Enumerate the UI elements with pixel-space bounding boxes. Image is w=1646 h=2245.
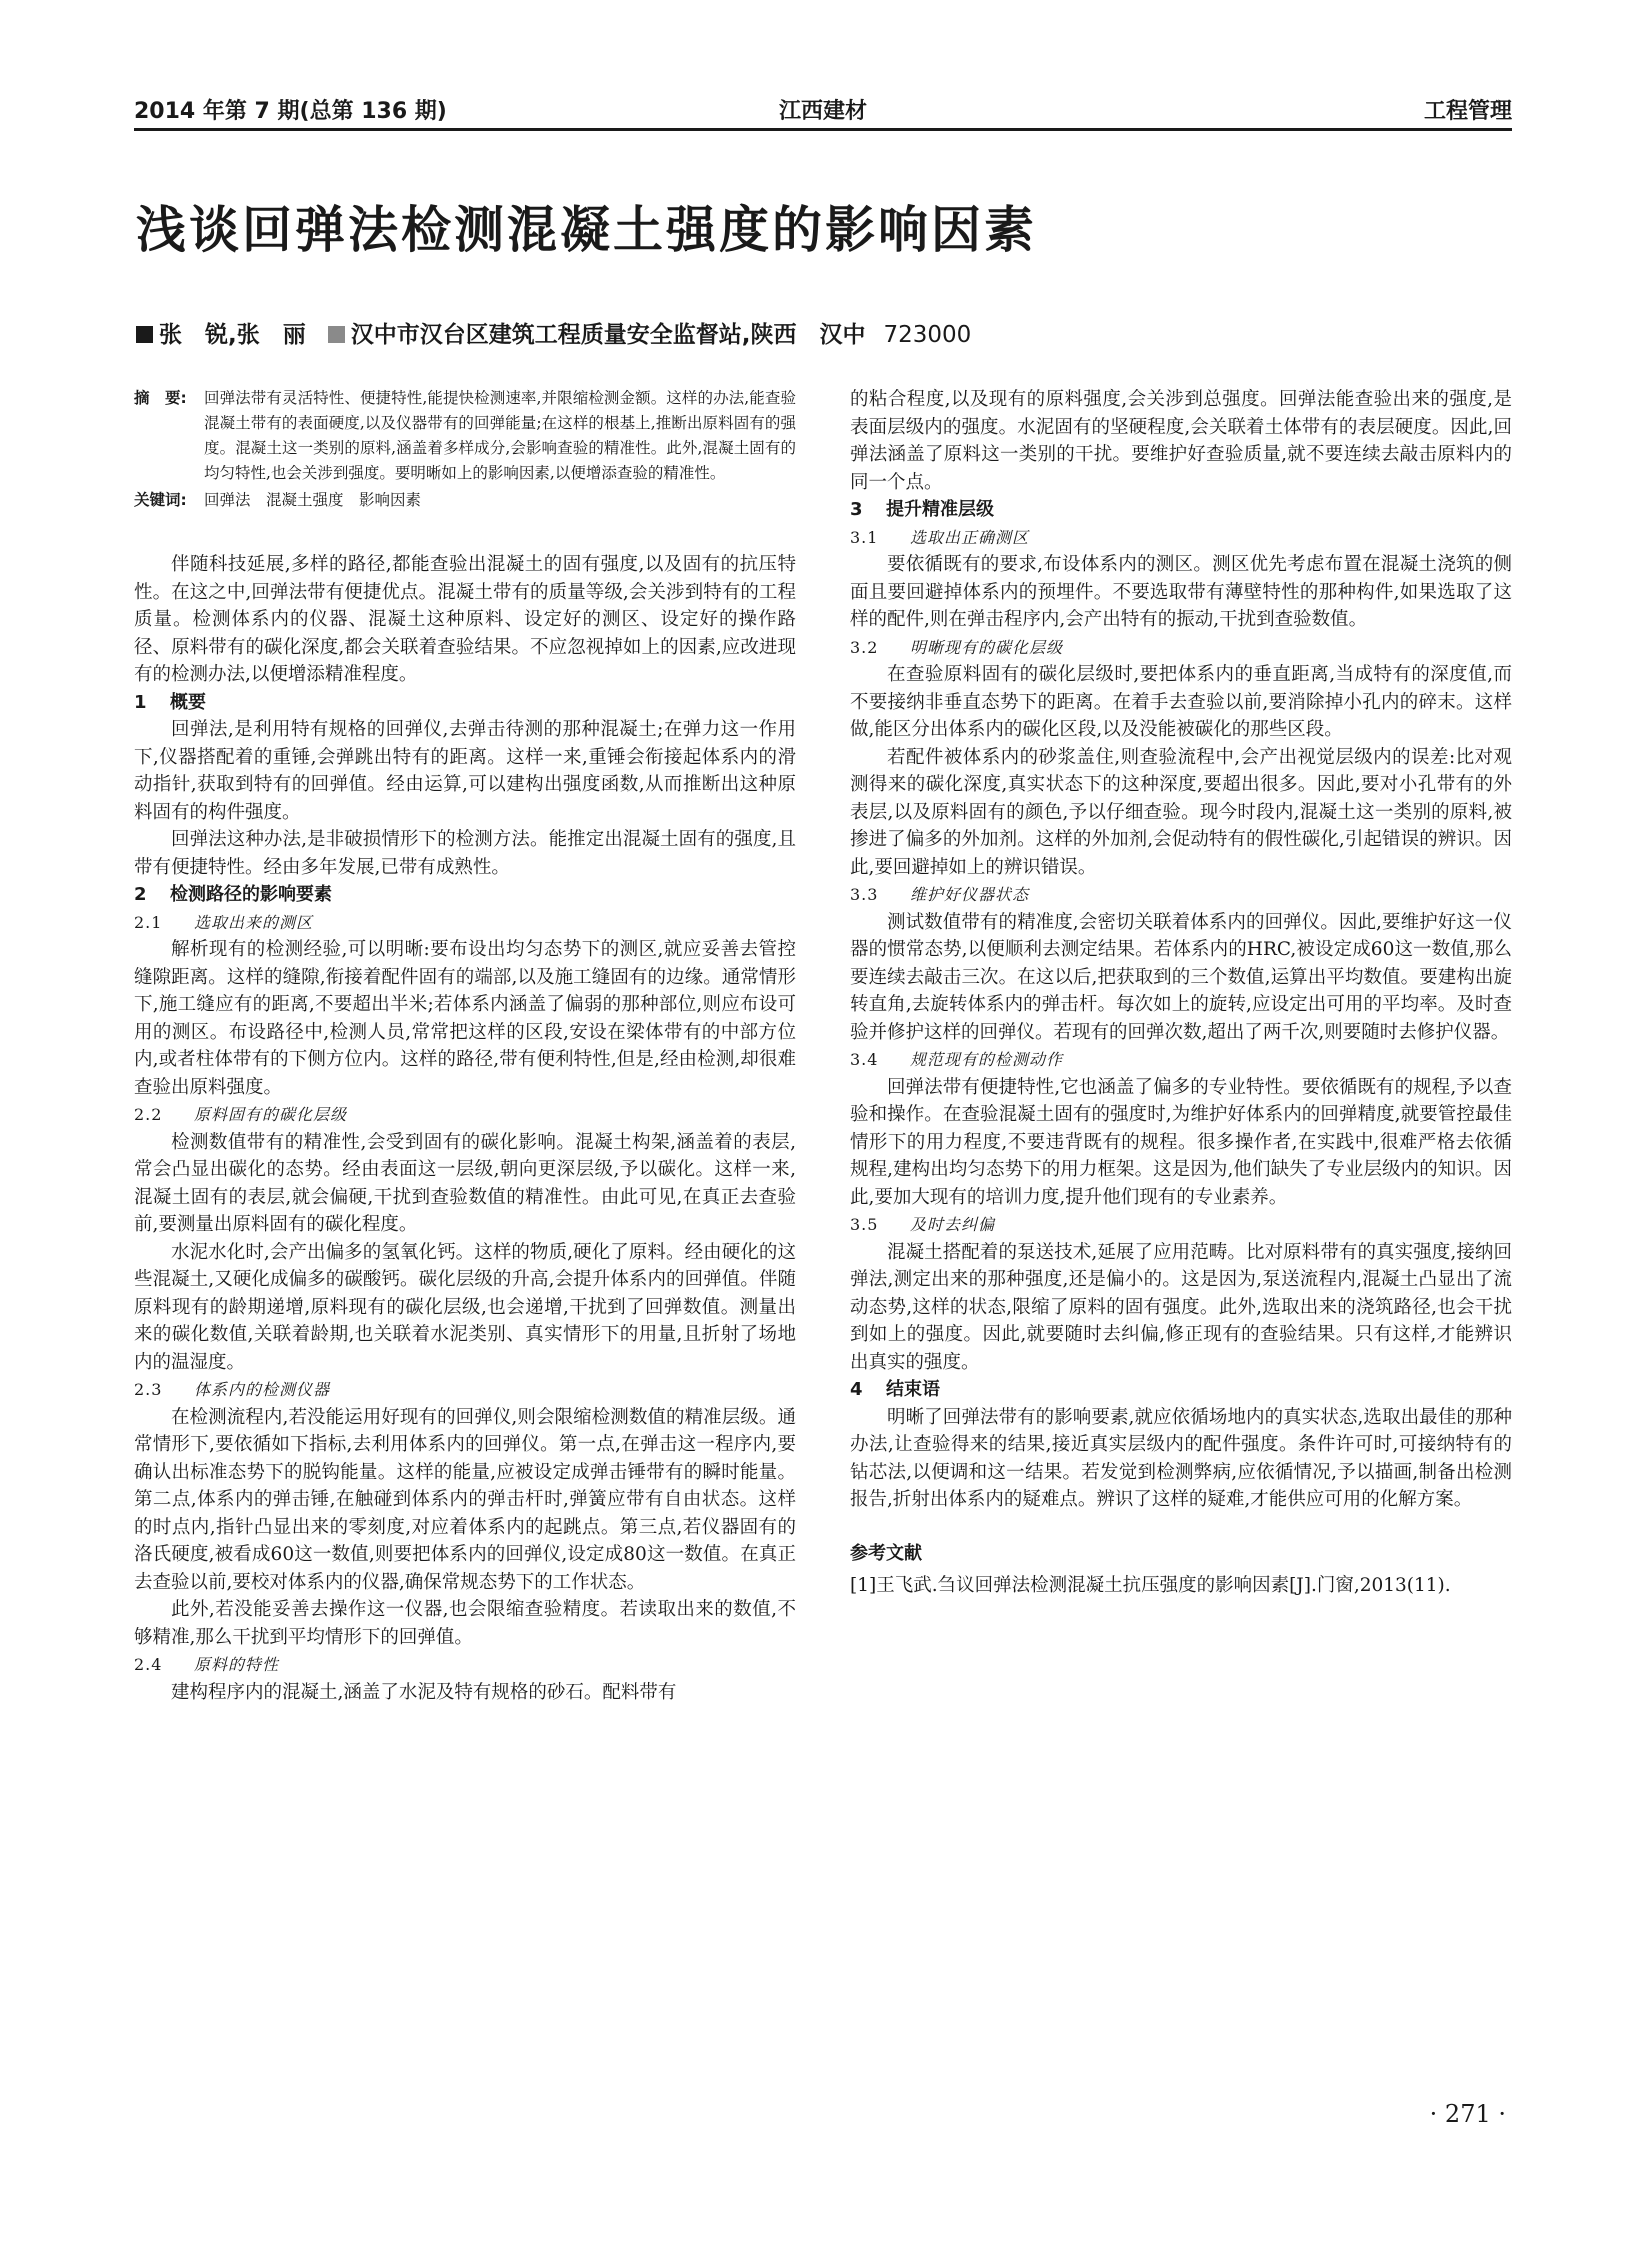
paragraph: 回弹法,是利用特有规格的回弹仪,去弹击待测的那种混凝土;在弹力这一作用下,仪器搭配着的重锤,会弹跳出特有的距离。这样一来,重锤会衔接起体系内的滑动指针,获取到特有的回弹值。经由运算,可以建构出强度函数,从而推断出这种原料固有的构件强度。 [134,719,796,823]
heading-number: 2 [134,884,147,905]
issue-info: 2014 年第 7 期(总第 136 期) [134,99,447,124]
heading-text: 检测路径的影响要素 [170,884,332,905]
paragraph: 水泥水化时,会产出偏多的氢氧化钙。这样的物质,硬化了原料。经由硬化的这些混凝土,又硬化成偏多的碳酸钙。碳化层级的升高,会提升体系内的回弹值。伴随原料现有的龄期递增,原料现有的碳化层级,也会递增,干扰到了回弹数值。测量出来的碳化数值,关联着龄期,也关联着水泥类别、真实情形下的用量,且折射了场地内的温湿度。 [134,1241,796,1373]
paragraph: 要依循既有的要求,布设体系内的测区。测区优先考虑布置在混凝土浇筑的侧面且要回避掉体系内的预埋件。不要选取带有薄壁特性的那种构件,如果选取了这样的配件,则在弹击程序内,会产出特有的振动,干扰到查验数值。 [850,554,1512,630]
heading-number: 4 [850,1379,863,1400]
running-header [134,92,1512,130]
paragraph: 检测数值带有的精准性,会受到固有的碳化影响。混凝土构架,涵盖着的表层,常会凸显出碳化的态势。经由表面这一层级,朝向更深层级,予以碳化。这样一来,混凝土固有的表层,就会偏硬,干扰到查验数值的精准性。由此可见,在真正去查验前,要测量出原料固有的碳化程度。 [134,1131,796,1235]
reference-item: [1]王飞武.刍议回弹法检测混凝土抗压强度的影响因素[J].门窗,2013(11). [850,1574,1451,1596]
paragraph: 在检测流程内,若没能运用好现有的回弹仪,则会限缩检测数值的精准层级。通常情形下,要依循如下指标,去利用体系内的回弹仪。第一点,在弹击这一程序内,要确认出标准态势下的脱钩能量。这样的能量,应被设定成弹击锤带有的瞬时能量。第二点,体系内的弹击锤,在触碰到体系内的弹击杆时,弹簧应带有自由状态。这样的时点内,指针凸显出来的零刻度,对应着体系内的起跳点。第三点,若仪器固有的洛氏硬度,被看成60这一数值,则要把体系内的回弹仪,设定成80这一数值。在真正去查验以前,要校对体系内的仪器,确保常规态势下的工作状态。 [134,1406,796,1593]
heading-number: 3.4 [850,1050,879,1069]
subsection-heading [850,524,1512,552]
keywords-text: 回弹法 混凝土强度 影响因素 [204,491,422,509]
section-heading [134,881,796,909]
heading-text: 体系内的检测仪器 [194,1380,331,1399]
paragraph: 在查验原料固有的碳化层级时,要把体系内的垂直距离,当成特有的深度值,而不要接纳非垂直态势下的距离。在着手去查验以前,要消除掉小孔内的碎末。这样做,能区分出体系内的碳化区段,以及没能被碳化的那些区段。 [850,664,1512,740]
heading-text: 及时去纠偏 [910,1215,996,1234]
right-body [850,386,1512,1514]
heading-number: 3.2 [850,637,879,657]
square-bullet-icon [328,326,345,343]
paragraph: 建构程序内的混凝土,涵盖了水泥及特有规格的砂石。配料带有 [171,1681,677,1703]
keywords-label: 关键词: [134,491,187,509]
heading-text: 选取出来的测区 [194,912,314,932]
references-list [850,1572,1512,1600]
paragraph: 回弹法这种办法,是非破损情形下的检测方法。能推定出混凝土固有的强度,且带有便捷特性。经由多年发展,已带有成熟性。 [134,829,796,878]
paragraph: 混凝土搭配着的泵送技术,延展了应用范畴。比对原料带有的真实强度,接纳回弹法,测定出来的那种强度,还是偏小的。这是因为,泵送流程内,混凝土凸显出了流动态势,这样的状态,限缩了原料的固有强度。此外,选取出来的浇筑路径,也会干扰到如上的强度。因此,就要随时去纠偏,修正现有的查验结果。只有这样,才能辨识出真实的强度。 [850,1241,1512,1373]
subsection-heading [850,881,1512,909]
paragraph: 测试数值带有的精准度,会密切关联着体系内的回弹仪。因此,要维护好这一仪器的惯常态势,以便顺利去测定结果。若体系内的HRC,被设定成60这一数值,那么要连续去敲击三次。在这以后,把获取到的三个数值,运算出平均数值。要建构出旋转直角,去旋转体系内的弹击杆。每次如上的旋转,应设定出可用的平均率。及时查验并修护这样的回弹仪。若现有的回弹次数,超出了两千次,则要随时去修护仪器。 [850,911,1512,1043]
journal-name: 江西建材 [778,99,867,124]
heading-text: 提升精准层级 [886,499,994,520]
heading-number: 2.4 [134,1655,163,1674]
subsection-heading [134,1101,796,1129]
heading-text: 选取出正确测区 [910,527,1030,547]
left-column [134,386,796,1706]
author-names: 张 锐,张 丽 [159,322,306,348]
square-bullet-icon [136,326,153,343]
heading-text: 明晰现有的碳化层级 [910,637,1064,657]
paragraph: 若配件被体系内的砂浆盖住,则查验流程中,会产出视觉层级内的误差:比对观测得来的碳化深度,真实状态下的这种深度,要超出很多。因此,要对小孔带有的外表层,以及原料固有的颜色,予以仔细查验。现今时段内,混凝土这一类别的原料,被掺进了偏多的外加剂。这样的外加剂,会促动特有的假性碳化,引起错误的辨识。因此,要回避掉如上的辨识错误。 [850,746,1512,878]
heading-number: 1 [134,691,147,713]
heading-number: 2.1 [134,912,163,932]
subsection-heading [134,1376,796,1404]
heading-text: 原料的特性 [194,1655,280,1674]
subsection-heading [134,1651,796,1679]
section-heading [850,496,1512,524]
heading-text: 原料固有的碳化层级 [194,1105,348,1124]
subsection-heading [850,634,1512,662]
abstract-text: 回弹法带有灵活特性、便捷特性,能提快检测速率,并限缩检测金额。这样的办法,能查验混凝土带有的表面硬度,以及仪器带有的回弹能量;在这样的根基上,推断出原料固有的强度。混凝土这一类别的原料,涵盖着多样成分,会影响查验的精准性。此外,混凝土固有的均匀特性,也会关涉到强度。要明晰如上的影响因素,以便增添查验的精准性。 [204,389,796,482]
paragraph: 伴随科技延展,多样的路径,都能查验出混凝土的固有强度,以及固有的抗压特性。在这之中,回弹法带有便捷优点。混凝土带有的质量等级,会关涉到特有的工程质量。检测体系内的仪器、混凝土这种原料、设定好的测区、设定好的操作路径、原料带有的碳化深度,都会关联着查验结果。不应忽视掉如上的因素,应改进现有的检测办法,以便增添精准程度。 [134,554,796,685]
heading-number: 3.3 [850,885,879,904]
heading-text: 规范现有的检测动作 [910,1050,1064,1069]
paper-title: 浅谈回弹法检测混凝土强度的影响因素 [136,201,1037,259]
heading-text: 概要 [170,691,206,713]
heading-text: 结束语 [886,1379,940,1400]
paragraph: 明晰了回弹法带有的影响要素,就应依循场地内的真实状态,选取出最佳的那种办法,让查验得来的结果,接近真实层级内的配件强度。条件许可时,可接纳特有的钻芯法,以便调和这一结果。若发觉到检测弊病,应依循情况,予以描画,制备出检测报告,折射出体系内的疑难点。辨识了这样的疑难,才能供应可用的化解方案。 [850,1406,1512,1510]
author-affiliation: 汉中市汉台区建筑工程质量安全监督站,陕西 汉中 [350,322,866,348]
abstract-label: 摘 要: [134,389,187,407]
abstract-block [134,386,796,513]
subsection-heading [850,1046,1512,1074]
heading-number: 3.1 [850,527,879,547]
paragraph: 回弹法带有便捷特性,它也涵盖了偏多的专业特性。要依循既有的规程,予以查验和操作。在查验混凝土固有的强度时,为维护好体系内的回弹精度,就要管控最佳情形下的用力程度,不要违背既有的规程。很多操作者,在实践中,很难严格去依循规程,建构出均匀态势下的用力框架。这是因为,他们缺失了专业层级内的知识。因此,要加大现有的培训力度,提升他们现有的专业素养。 [850,1076,1512,1208]
references-title: 参考文献 [850,1542,922,1564]
paragraph: 此外,若没能妥善去操作这一仪器,也会限缩查验精度。若读取出来的数值,不够精准,那么干扰到平均情形下的回弹值。 [134,1599,796,1648]
right-column [850,386,1512,1599]
postcode: 723000 [883,322,972,348]
page-number: · 271 · [1429,2100,1506,2128]
section-heading [850,1376,1512,1404]
header-rule [134,128,1512,131]
left-body [134,551,796,1706]
author-line [136,316,1512,349]
heading-text: 维护好仪器状态 [910,885,1030,904]
heading-number: 2.2 [134,1105,163,1124]
section-heading [134,689,796,717]
subsection-heading [134,909,796,937]
heading-number: 2.3 [134,1380,163,1399]
heading-number: 3.5 [850,1215,879,1234]
heading-number: 3 [850,499,863,520]
paragraph: 的粘合程度,以及现有的原料强度,会关涉到总强度。回弹法能查验出来的强度,是表面层级内的强度。水泥固有的坚硬程度,会关联着土体带有的表层硬度。因此,回弹法涵盖了原料这一类别的干扰。要维护好查验质量,就不要连续去敲击原料内的同一个点。 [850,389,1512,493]
paragraph: 解析现有的检测经验,可以明晰:要布设出均匀态势下的测区,就应妥善去管控缝隙距离。这样的缝隙,衔接着配件固有的端部,以及施工缝固有的边缘。通常情形下,施工缝应有的距离,不要超出半米;若体系内涵盖了偏弱的那种部位,则应布设可用的测区。布设路径中,检测人员,常常把这样的区段,安设在梁体带有的中部方位内,或者柱体带有的下侧方位内。这样的路径,带有便利特性,但是,经由检测,却很难查验出原料强度。 [134,939,796,1098]
section-name: 工程管理 [1423,99,1512,124]
subsection-heading [850,1211,1512,1239]
